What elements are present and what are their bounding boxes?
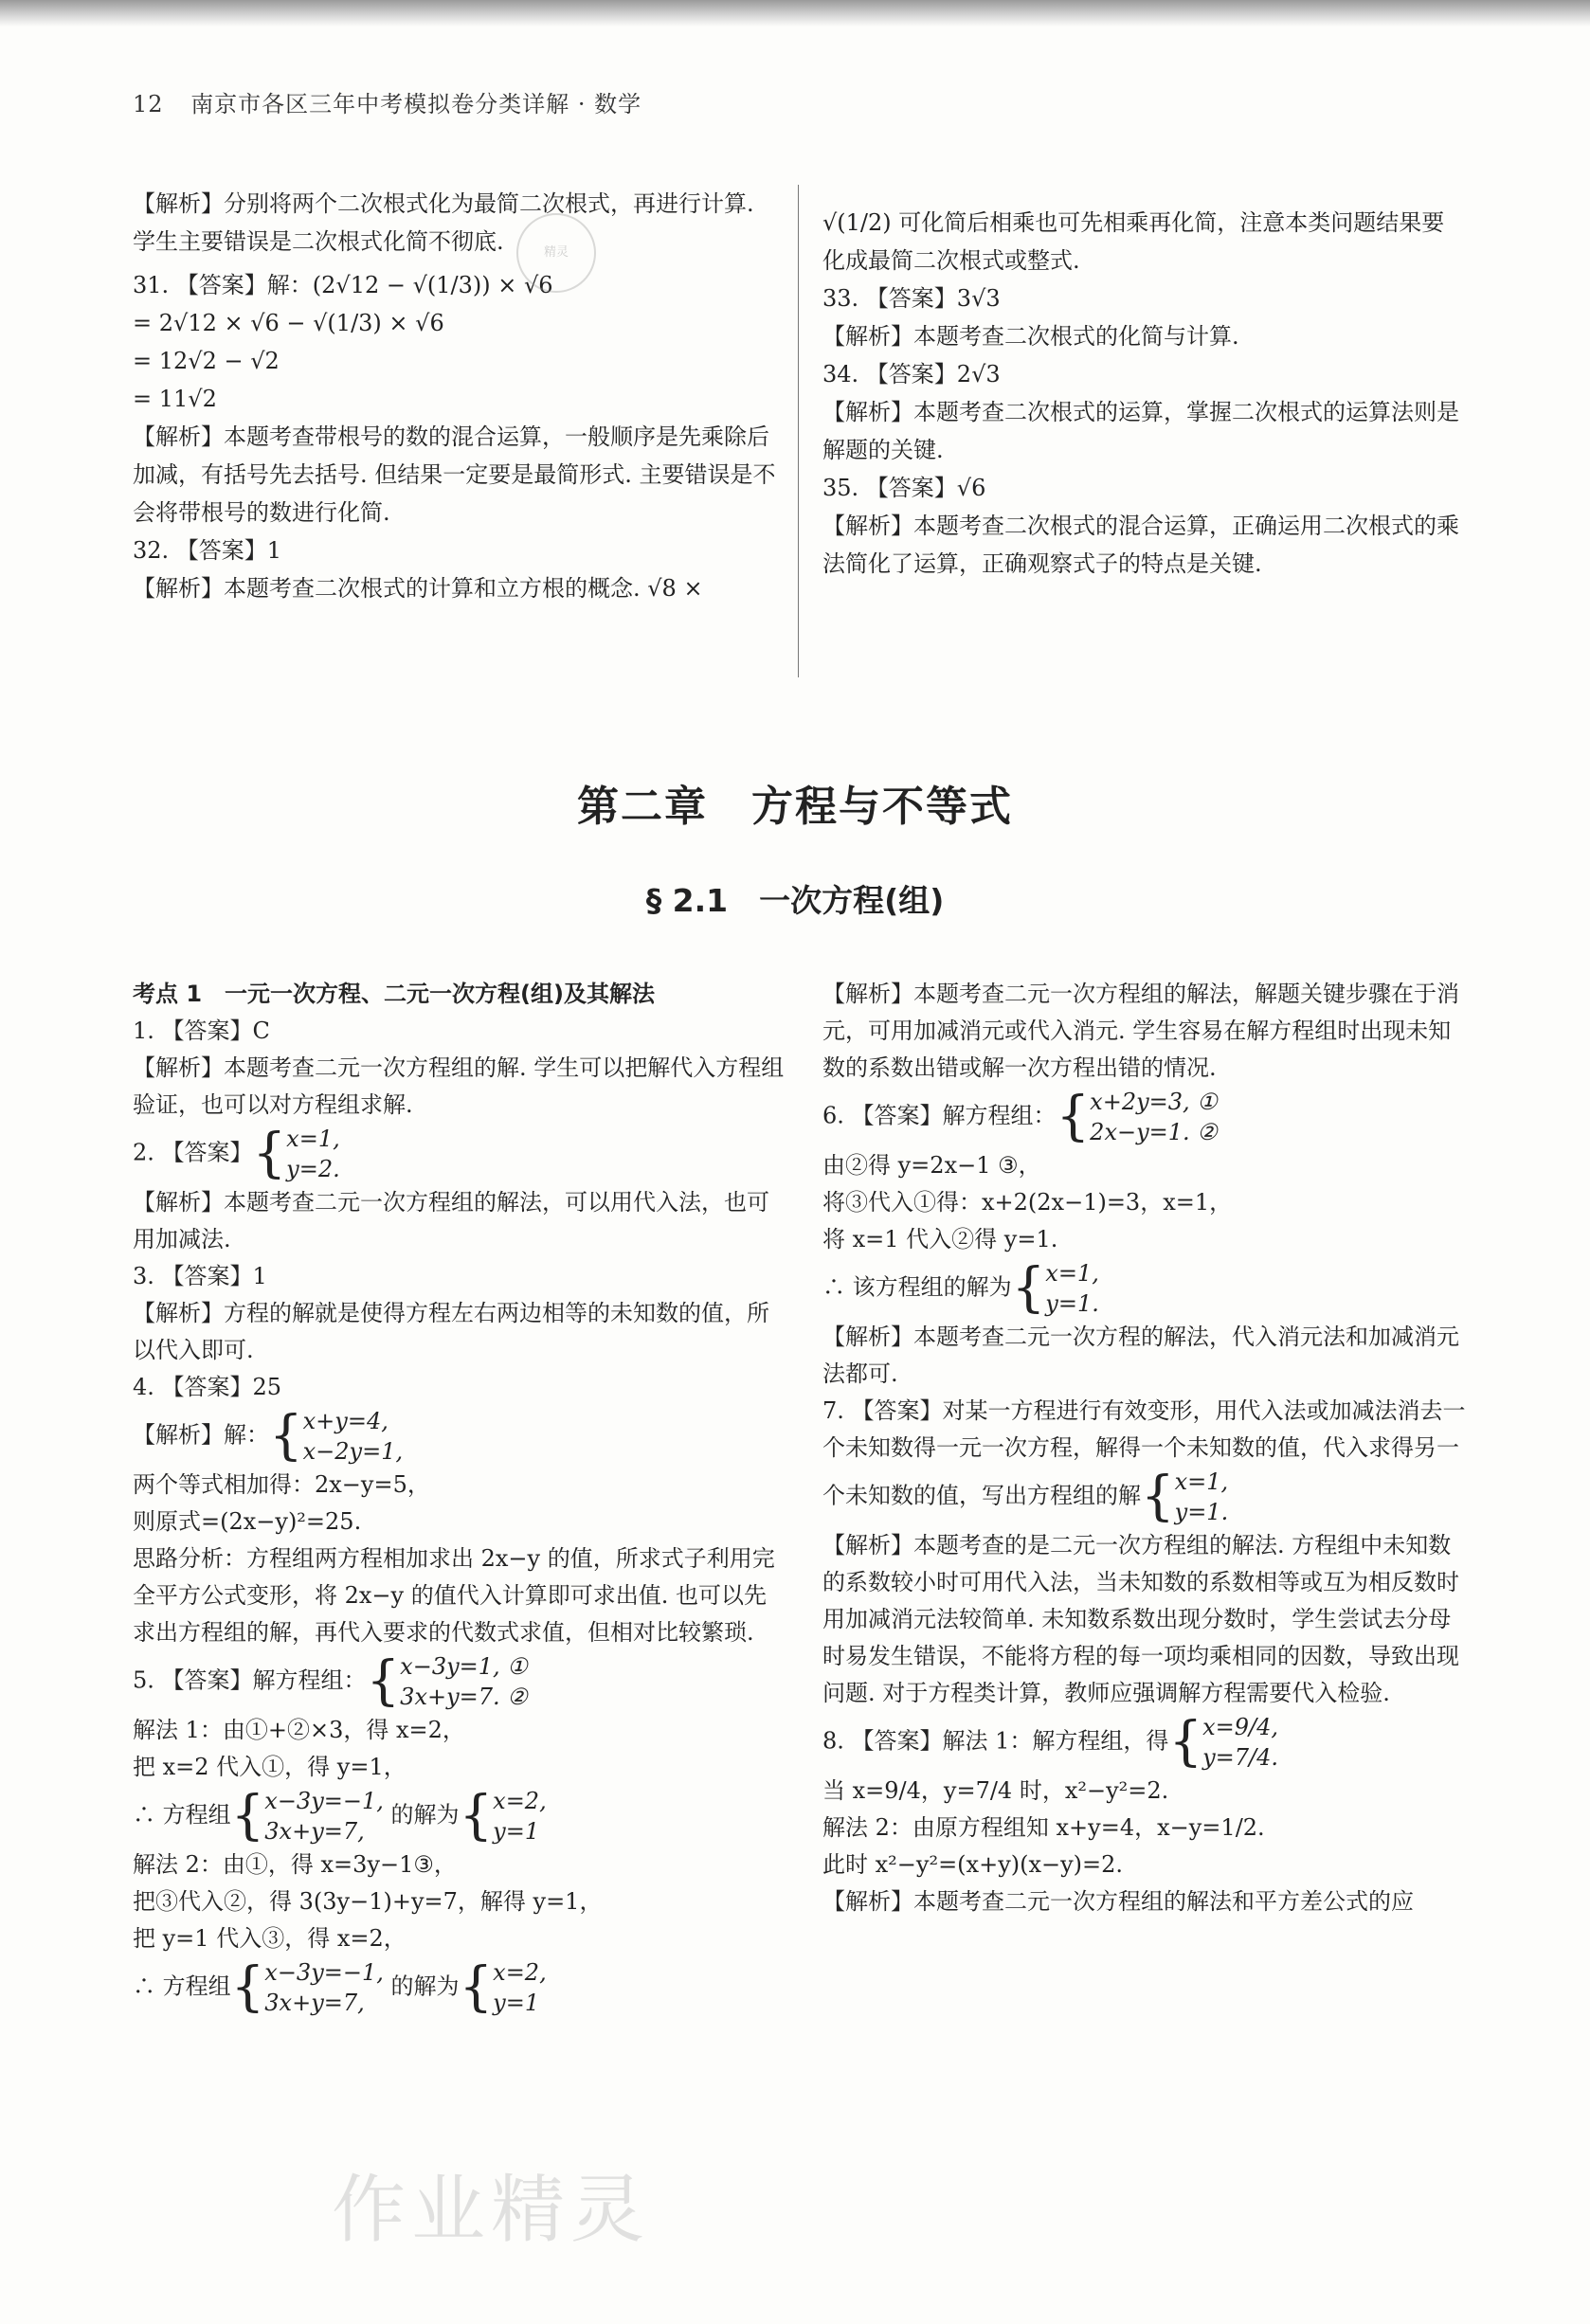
- answer-1: 1. 【答案】C: [133, 1018, 270, 1044]
- step-6-1: 由②得 y=2x−1 ③，: [822, 1152, 1041, 1179]
- brace: {: [1056, 1086, 1091, 1147]
- step-5-3: [133, 1786, 786, 1847]
- answer-6: [822, 1087, 1472, 1147]
- brace: {: [269, 1405, 303, 1467]
- top-right-column: [822, 204, 1467, 583]
- analysis-32-cont: √(1/2) 可化简后相乘也可先相乘再化简，注意本类问题结果要化成最简二次根式或整式.: [822, 209, 1445, 274]
- eq: x=2,: [493, 1788, 547, 1814]
- answer-8: [822, 1712, 1472, 1773]
- analysis-6: 【解析】本题考查二元一次方程的解法，代入消元法和加减消元法都可.: [822, 1324, 1459, 1387]
- step-6-3: 将 x=1 代入②得 y=1.: [822, 1226, 1058, 1252]
- step-6-4: [822, 1258, 1472, 1319]
- step-8-3: 此时 x²−y²=(x+y)(x−y)=2.: [822, 1851, 1124, 1878]
- answer-5: [133, 1651, 786, 1712]
- eq: y=1: [493, 1818, 540, 1845]
- brace: {: [1168, 1711, 1203, 1773]
- solution-label: ∴ 该方程组的解为: [822, 1273, 1012, 1301]
- page-number: 12: [133, 91, 164, 117]
- brace: {: [1011, 1257, 1046, 1319]
- brace: {: [459, 1785, 494, 1847]
- solution-5: [493, 1786, 547, 1847]
- answer-2: [133, 1124, 786, 1184]
- system-2: [286, 1124, 340, 1184]
- answer-7-text: 7. 【答案】对某一方程进行有效变形，用代入法或加减法消去一个未知数得一元一次方程，解得一个未知数的值，代入求得另一个未知数的值，写出方程组的解: [822, 1397, 1466, 1509]
- watermark: 作业精灵: [332, 2168, 651, 2253]
- eq: x−2y=1,: [302, 1438, 404, 1465]
- kaodian-heading: 考点 1 一元一次方程、二元一次方程(组)及其解法: [133, 981, 655, 1007]
- analysis-3: 【解析】方程的解就是使得方程左右两边相等的未知数的值，所以代入即可.: [133, 1300, 769, 1363]
- eq: y=7/4.: [1202, 1744, 1278, 1771]
- eq: x=9/4,: [1202, 1714, 1278, 1740]
- brace: {: [366, 1650, 401, 1712]
- analysis-33: 【解析】本题考查二次根式的化简与计算.: [822, 323, 1239, 350]
- eq: 2x−y=1. ②: [1090, 1119, 1218, 1145]
- brace: {: [459, 1956, 494, 2018]
- seal-stamp: 精灵: [516, 213, 596, 293]
- top-left-column: [133, 185, 782, 607]
- solution-8: [1202, 1712, 1278, 1773]
- brace: {: [230, 1785, 265, 1847]
- eq: x−3y=−1,: [264, 1959, 384, 1986]
- page-header: [133, 85, 641, 118]
- step-8-1: 当 x=9/4，y=7/4 时，x²−y²=2.: [822, 1777, 1169, 1804]
- eq: x=1,: [286, 1126, 340, 1152]
- analysis-5: 【解析】本题考查二元一次方程组的解法，解题关键步骤在于消元，可用加减消元或代入消元. 学生容易在解方程组时出现未知数的系数出错或解一次方程出错的情况.: [822, 981, 1459, 1081]
- bottom-left-column: [133, 976, 786, 2018]
- step-5-7: [133, 1957, 786, 2018]
- answer-33: 33. 【答案】3√3: [822, 285, 1001, 312]
- analysis-31: 【解析】本题考查带根号的数的混合运算，一般顺序是先乘除后加减，有括号先去括号. 但结果一定要是最简形式. 主要错误是不会将带根号的数进行化简.: [133, 423, 776, 526]
- bottom-right-column: [822, 976, 1472, 1920]
- eq: x=1,: [1045, 1260, 1099, 1287]
- analysis-1: 【解析】本题考查二元一次方程组的解. 学生可以把解代入方程组验证，也可以对方程组求解.: [133, 1054, 785, 1118]
- eq: 3x+y=7,: [264, 1818, 365, 1845]
- answer-32: 32. 【答案】1: [133, 537, 282, 564]
- eq: x+y=4,: [302, 1408, 388, 1434]
- analysis-4-label: 【解析】解：: [133, 1421, 269, 1449]
- brace: {: [1141, 1466, 1175, 1527]
- eq: x−3y=−1,: [264, 1788, 384, 1814]
- answer-31: 31. 【答案】解：(2√12 − √(1/3)) × √6: [133, 272, 553, 298]
- eq: x=1,: [1174, 1468, 1229, 1495]
- analysis-30: 【解析】分别将两个二次根式化为最简二次根式，再进行计算. 学生主要错误是二次根式化简不彻底.: [133, 190, 754, 255]
- analysis-4: [133, 1406, 786, 1467]
- answer-3: 3. 【答案】1: [133, 1263, 267, 1289]
- eq: x+2y=3, ①: [1090, 1089, 1218, 1115]
- step-31-3: = 11√2: [133, 386, 217, 412]
- answer-35: 35. 【答案】√6: [822, 475, 986, 501]
- book-title: 南京市各区三年中考模拟卷分类详解 · 数学: [190, 91, 642, 117]
- answer-34: 34. 【答案】2√3: [822, 361, 1001, 387]
- step-5-5: 把③代入②，得 3(3y−1)+y=7，解得 y=1，: [133, 1888, 603, 1915]
- solution-6: [1045, 1258, 1099, 1319]
- eq: y=2.: [286, 1156, 340, 1182]
- analysis-34: 【解析】本题考查二次根式的运算，掌握二次根式的运算法则是解题的关键.: [822, 399, 1459, 463]
- answer-4: 4. 【答案】25: [133, 1374, 282, 1400]
- answer-7: [822, 1393, 1472, 1527]
- step-4-2: 则原式=(2x−y)²=25.: [133, 1508, 362, 1535]
- eq: y=1.: [1174, 1499, 1229, 1525]
- step-4-1: 两个等式相加得：2x−y=5，: [133, 1471, 430, 1498]
- column-divider: [798, 185, 799, 677]
- step-31-1: = 2√12 × √6 − √(1/3) × √6: [133, 310, 444, 336]
- system-5b: [264, 1786, 384, 1847]
- analysis-8: 【解析】本题考查二元一次方程组的解法和平方差公式的应: [822, 1888, 1414, 1915]
- eq: 3x+y=7. ②: [400, 1684, 528, 1710]
- answer-8-label: 8. 【答案】解法 1：解方程组，得: [822, 1727, 1169, 1755]
- step-6-2: 将③代入①得：x+2(2x−1)=3，x=1，: [822, 1189, 1233, 1216]
- eq: 3x+y=7,: [264, 1990, 365, 2016]
- step-5-6: 把 y=1 代入③，得 x=2，: [133, 1925, 407, 1952]
- system-5: [400, 1651, 528, 1712]
- therefore: ∴ 方程组: [133, 1801, 231, 1829]
- chapter-title: 第二章 方程与不等式: [577, 783, 1013, 831]
- answer-2-label: 2. 【答案】: [133, 1139, 253, 1166]
- solution-5b: [493, 1957, 547, 2018]
- analysis-32: 【解析】本题考查二次根式的计算和立方根的概念. √8 ×: [133, 575, 703, 602]
- step-31-2: = 12√2 − √2: [133, 348, 280, 374]
- solution-7: [1175, 1467, 1229, 1527]
- answer-5-label: 5. 【答案】解方程组：: [133, 1666, 367, 1694]
- system-6: [1090, 1087, 1218, 1147]
- eq: x=2,: [493, 1959, 547, 1986]
- brace: {: [252, 1123, 287, 1184]
- step-8-2: 解法 2：由原方程组知 x+y=4，x−y=1/2.: [822, 1814, 1265, 1841]
- analysis-7: 【解析】本题考查的是二元一次方程组的解法. 方程组中未知数的系数较小时可用代入法，当未知数的系数相等或互为相反数时用加减消元法较简单. 未知数系数出现分数时，学生尝试去分母时易发生错误，不能将方程的每一项均乘相同的因数，导致出现问题. 对于方程类计算，教师应强调解方程需要代入检验.: [822, 1532, 1459, 1706]
- step-5-1: 解法 1：由①+②×3，得 x=2，: [133, 1717, 465, 1743]
- solution-label: 的解为: [390, 1801, 460, 1829]
- eq: y=1.: [1045, 1290, 1099, 1317]
- system-4: [303, 1406, 403, 1467]
- step-5-4: 解法 2：由①，得 x=3y−1③，: [133, 1851, 457, 1878]
- eq: x−3y=1, ①: [400, 1653, 528, 1680]
- section-title: § 2.1 一次方程(组): [645, 882, 945, 919]
- brace: {: [230, 1956, 265, 2018]
- analysis-35: 【解析】本题考查二次根式的混合运算，正确运用二次根式的乘法简化了运算，正确观察式子的特点是关键.: [822, 513, 1459, 577]
- scan-top-band: [0, 0, 1590, 27]
- analysis-4-thinking: 思路分析：方程组两方程相加求出 2x−y 的值，所求式子利用完全平方公式变形，将 2x−y 的值代入计算即可求出值. 也可以先求出方程组的解，再代入要求的代数式求值，但相对比较繁琐.: [133, 1545, 775, 1646]
- analysis-2: 【解析】本题考查二元一次方程组的解法，可以用代入法，也可用加减法.: [133, 1189, 769, 1252]
- therefore: ∴ 方程组: [133, 1973, 231, 2000]
- system-5c: [264, 1957, 384, 2018]
- answer-6-label: 6. 【答案】解方程组：: [822, 1102, 1057, 1129]
- eq: y=1: [493, 1990, 540, 2016]
- step-5-2: 把 x=2 代入①，得 y=1，: [133, 1754, 407, 1780]
- solution-label: 的解为: [390, 1973, 460, 2000]
